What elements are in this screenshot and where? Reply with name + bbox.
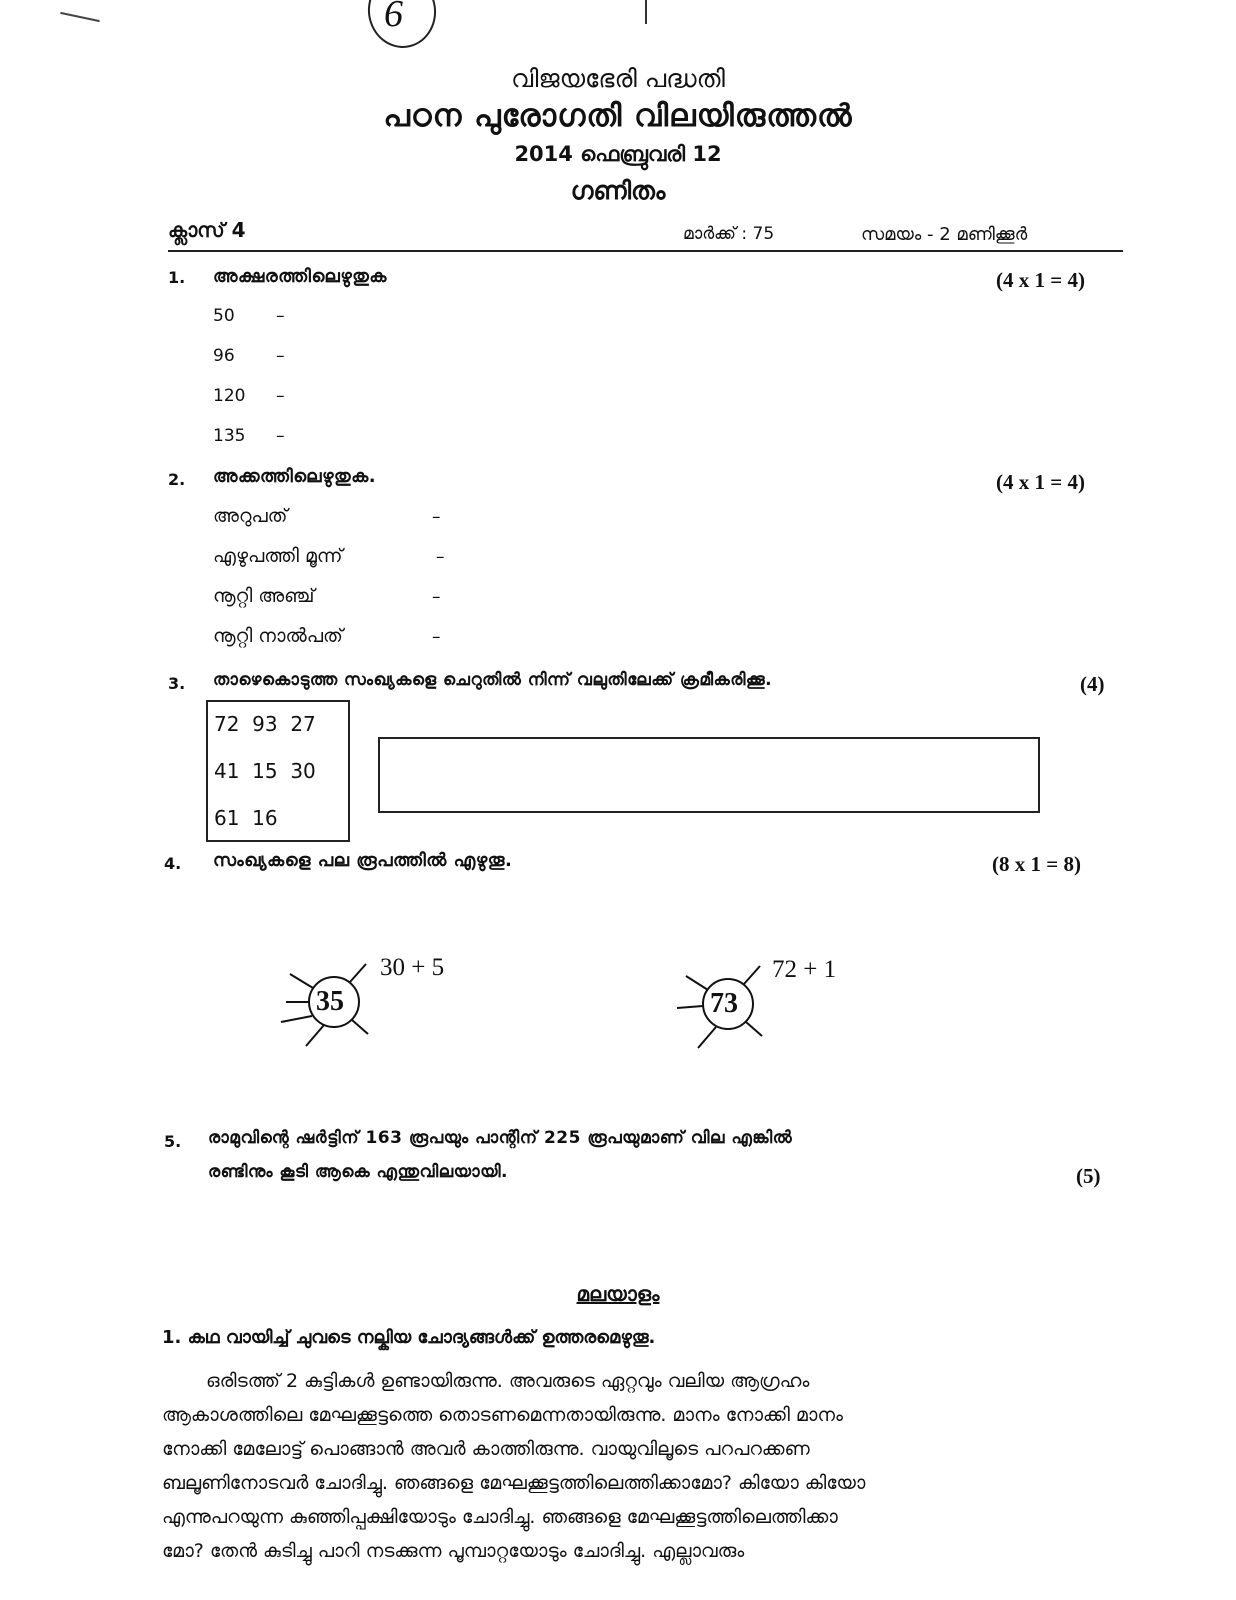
q1-marks: (4 x 1 = 4) xyxy=(996,268,1085,292)
pen-stroke-corner xyxy=(60,12,100,22)
q3-text: താഴെകൊടുത്ത സംഖ്യകളെ ചെറുതിൽ നിന്ന് വലുതിലേക്ക് ക്രമീകരിക്കൂ. xyxy=(213,670,773,690)
q3-marks: (4) xyxy=(1080,672,1105,696)
handwritten-mark: 6 xyxy=(384,0,403,35)
q1-item: 96 xyxy=(213,346,235,366)
q2-number: 2. xyxy=(168,470,186,489)
malayalam-heading: മലയാളം xyxy=(576,1282,660,1306)
q4-marks: (8 x 1 = 8) xyxy=(992,852,1081,876)
q1-dash: – xyxy=(276,306,285,326)
q2-item: എഴുപത്തി മൂന്ന് xyxy=(213,545,343,567)
class-label: ക്ലാസ് 4 xyxy=(168,218,246,242)
q2-text: അക്കത്തിലെഴുതുക. xyxy=(213,466,377,487)
subject-title: ഗണിതം xyxy=(570,176,666,205)
story-line: എന്നുപറയുന്ന കുഞ്ഞിപ്പക്ഷിയോടും ചോദിച്ചു. ഞങ്ങളെ മേഘക്കൂട്ടത്തിലെത്തിക്കാ xyxy=(162,1506,838,1528)
q2-item: നൂറ്റി അഞ്ച് xyxy=(213,585,315,607)
q1-dash: – xyxy=(276,386,285,406)
exam-duration: സമയം - 2 മണിക്കൂർ xyxy=(861,224,1028,245)
number-row: 72 93 27 xyxy=(214,712,316,736)
number-row: 41 15 30 xyxy=(214,759,316,783)
total-marks: മാർക്ക് : 75 xyxy=(683,224,775,244)
exam-date: 2014 ഫെബ്രുവരി 12 xyxy=(514,142,722,166)
q1-text: അക്ഷരത്തിലെഴുതുക xyxy=(213,266,387,287)
q5-text-line2: രണ്ടിനും കൂടി ആകെ എന്തുവിലയായി. xyxy=(208,1162,509,1182)
story-line: നോക്കി മേലോട്ട് പൊങ്ങാൻ അവർ കാത്തിരുന്നു. വായുവിലൂടെ പറപറക്കണ xyxy=(162,1438,810,1460)
story-line: മോ? തേൻ കുടിച്ചു പാറി നടക്കുന്ന പൂമ്പാറ്റയോടും ചോദിച്ചു. എല്ലാവരും xyxy=(162,1540,745,1562)
q1-item: 135 xyxy=(213,426,246,446)
q1-item: 50 xyxy=(213,306,235,326)
story-line: ഒരിടത്ത് 2 കുട്ടികൾ ഉണ്ടായിരുന്നു. അവരുടെ ഏറ്റവും വലിയ ആഗ്രഹം xyxy=(206,1370,810,1392)
story-line: ആകാശത്തിലെ മേഘക്കൂട്ടത്തെ തൊടണമെന്നതായിരുന്നു. മാനം നോക്കി മാനം xyxy=(162,1404,844,1426)
story-line: ബലൂണിനോടവർ ചോദിച്ചു. ഞങ്ങളെ മേഘക്കൂട്ടത്തിലെത്തിക്കാമോ? കിയോ കിയോ xyxy=(162,1472,866,1494)
q1-number: 1. xyxy=(168,268,186,287)
answer-box[interactable] xyxy=(378,737,1040,813)
sun-expression: 72 + 1 xyxy=(772,956,837,983)
q2-item: അറുപത് xyxy=(213,505,288,527)
q4-text: സംഖ്യകളെ പല രൂപത്തിൽ എഴുതൂ. xyxy=(213,850,513,871)
q2-dash: – xyxy=(432,627,441,647)
q2-dash: – xyxy=(432,507,441,527)
story-paragraph xyxy=(162,1364,1114,1568)
q3-number: 3. xyxy=(168,674,186,693)
number-row: 61 16 xyxy=(214,806,278,830)
q2-dash: – xyxy=(432,587,441,607)
q2-item: നൂറ്റി നാൽപത് xyxy=(213,625,343,647)
q2-dash: – xyxy=(436,547,445,567)
q2-marks: (4 x 1 = 4) xyxy=(996,470,1085,494)
sun-number: 73 xyxy=(710,988,738,1019)
q1-dash: – xyxy=(276,426,285,446)
q1-dash: – xyxy=(276,346,285,366)
number-box xyxy=(206,700,350,842)
malayalam-q1: 1. കഥ വായിച്ച് ചുവടെ നല്കിയ ചോദ്യങ്ങൾക്ക് ഉത്തരമെഴുതൂ. xyxy=(162,1327,656,1348)
q5-number: 5. xyxy=(164,1132,182,1151)
sun-expression: 30 + 5 xyxy=(380,954,445,981)
header-divider xyxy=(168,250,1123,252)
q4-number: 4. xyxy=(164,854,182,873)
q5-text-line1: രാമുവിന്റെ ഷർട്ടിന് 163 രൂപയും പാന്റിന് 225 രൂപയുമാണ് വില എങ്കിൽ xyxy=(208,1128,793,1148)
q1-item: 120 xyxy=(213,386,246,406)
program-name: വിജയഭേരി പദ്ധതി xyxy=(511,64,725,93)
pen-stroke xyxy=(645,0,647,24)
page-title: പഠന പുരോഗതി വിലയിരുത്തൽ xyxy=(383,98,853,134)
q5-marks: (5) xyxy=(1076,1164,1101,1188)
sun-number: 35 xyxy=(316,986,344,1017)
